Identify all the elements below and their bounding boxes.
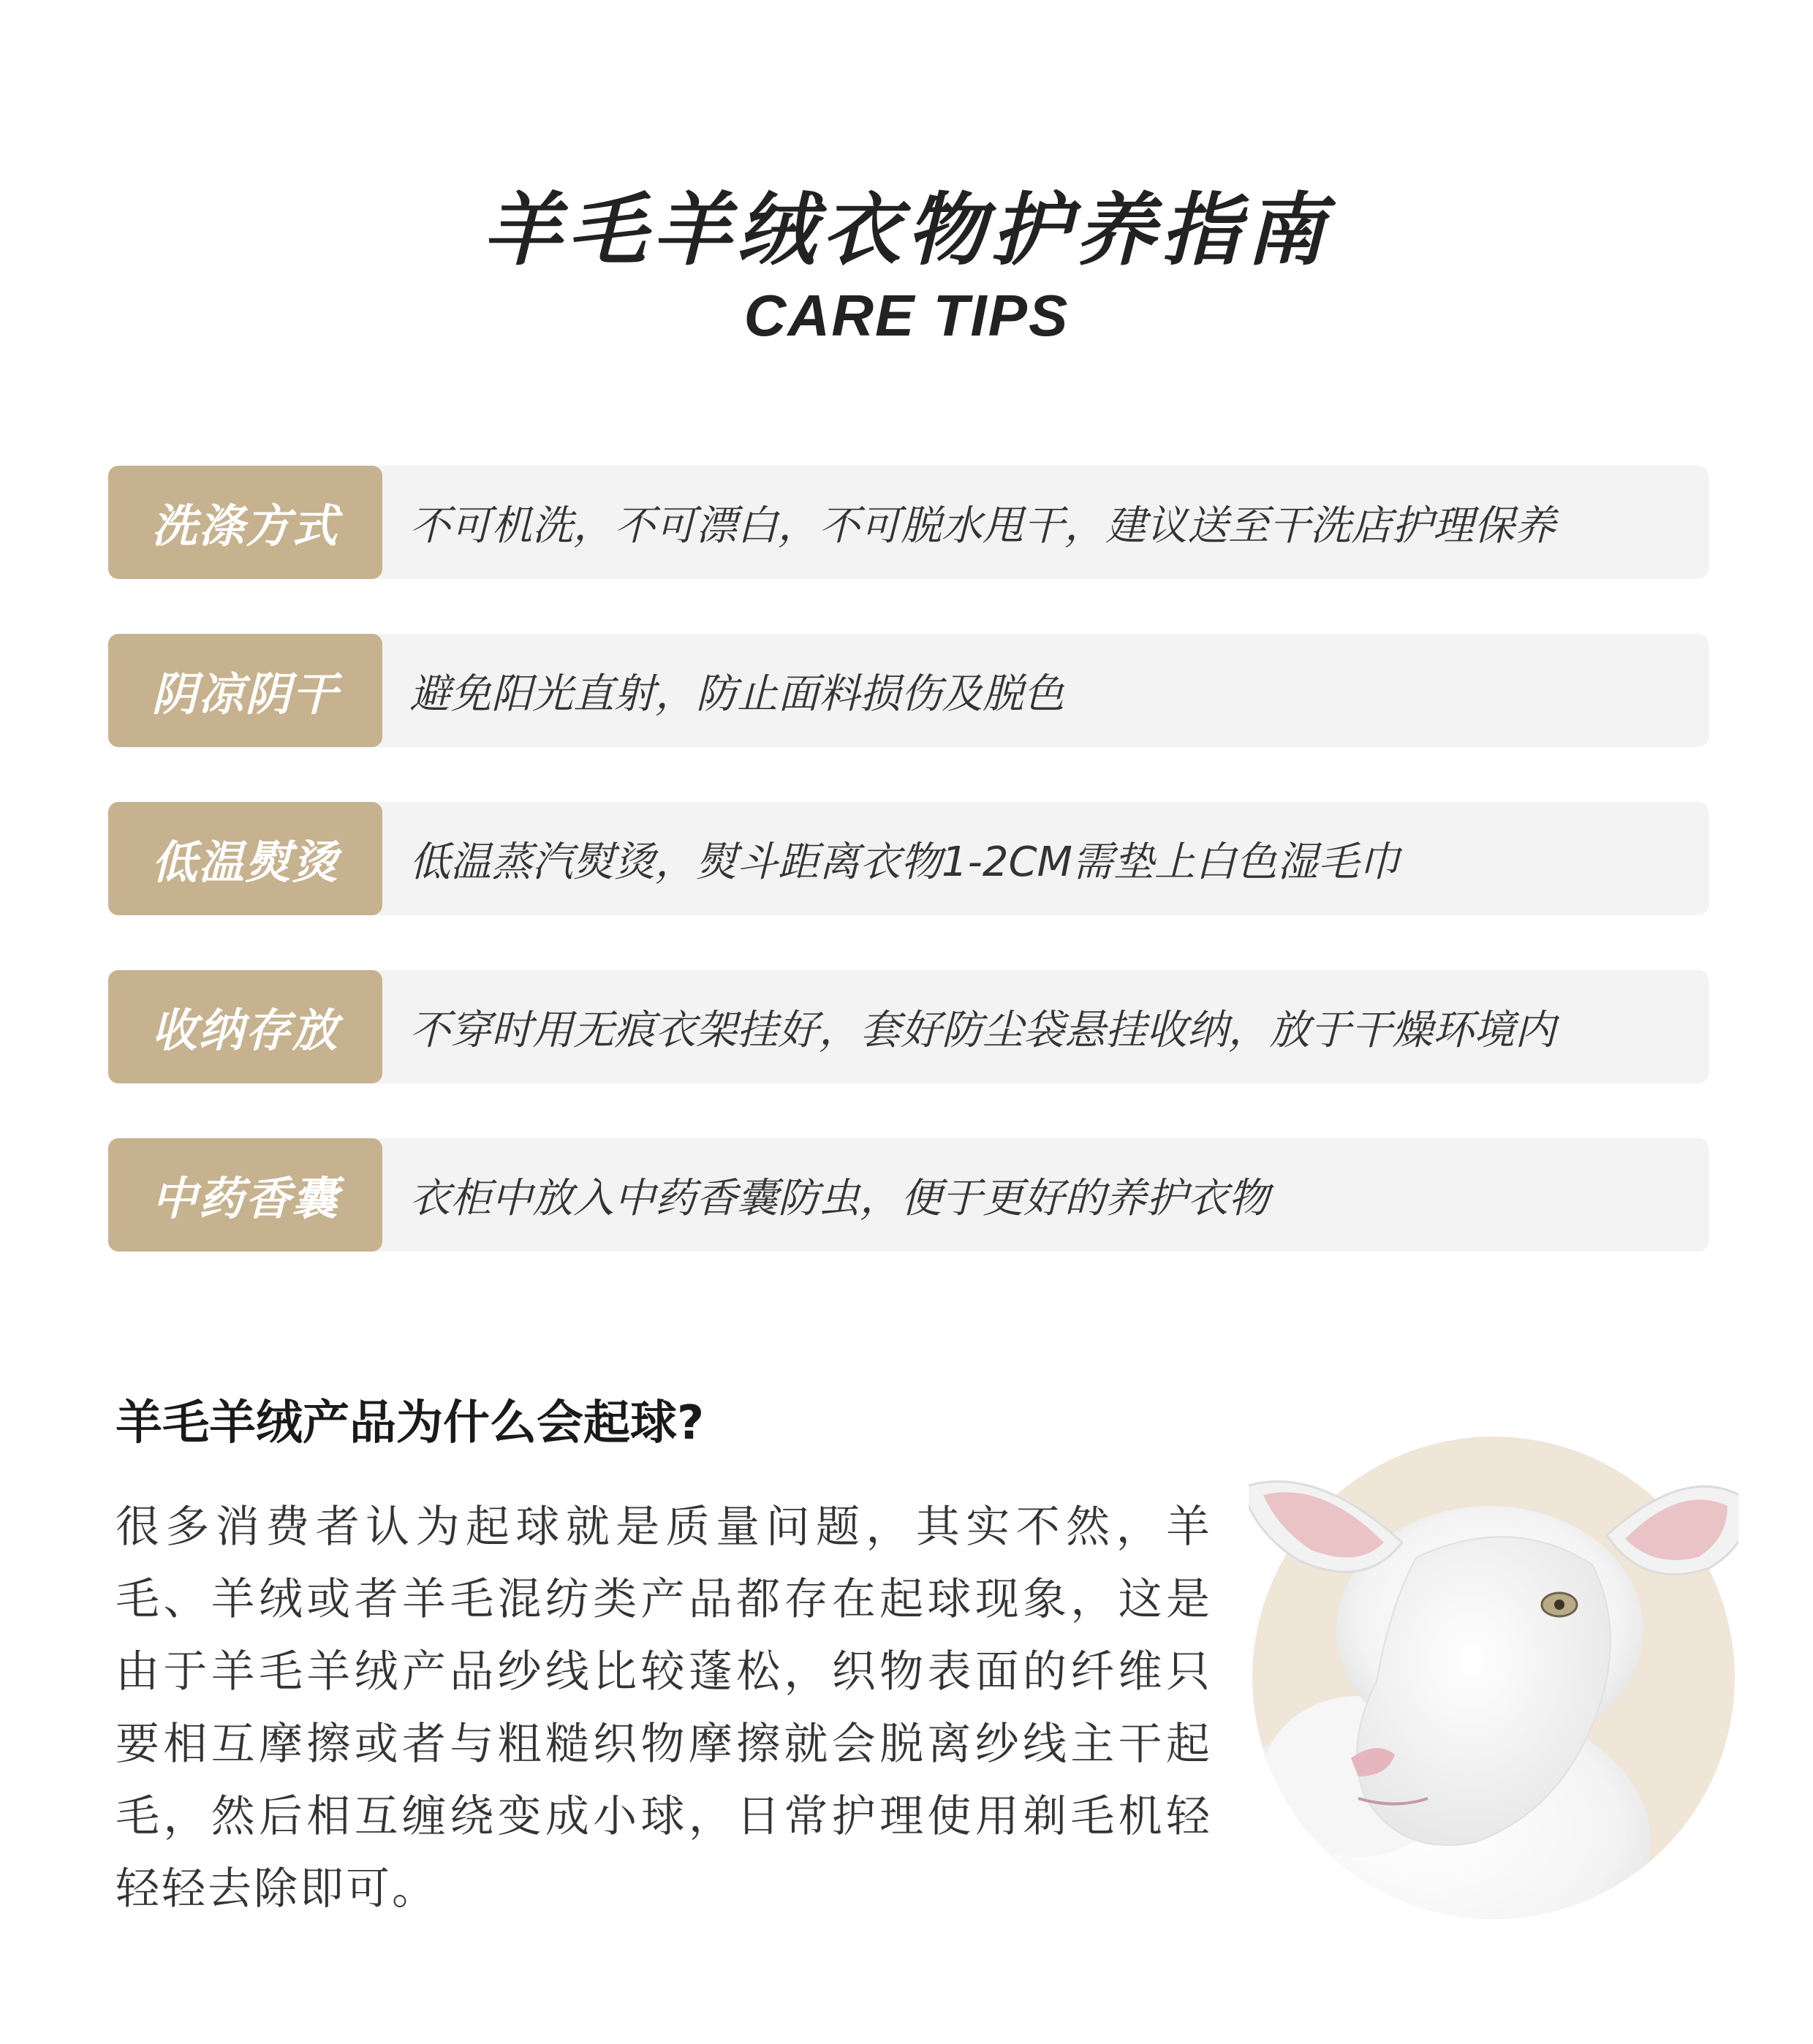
faq-question: 羊毛羊绒产品为什么会起球? xyxy=(116,1396,705,1450)
tip-row-drying xyxy=(108,634,1709,747)
tip-row-ironing xyxy=(108,802,1709,915)
tip-text: 低温蒸汽熨烫，熨斗距离衣物1-2CM需垫上白色湿毛巾 xyxy=(409,838,1400,886)
tip-text: 不可机洗，不可漂白，不可脱水甩干，建议送至干洗店护理保养 xyxy=(409,501,1556,550)
page-title: 羊毛羊绒衣物护养指南 xyxy=(482,185,1331,276)
tip-row-storage xyxy=(108,970,1709,1083)
tip-text: 不穿时用无痕衣架挂好，套好防尘袋悬挂收纳，放于干燥环境内 xyxy=(409,1006,1556,1054)
tip-label: 洗涤方式 xyxy=(108,466,382,579)
sheep-illustration xyxy=(1249,1433,1738,1923)
faq-answer: 很多消费者认为起球就是质量问题，其实不然，羊毛、羊绒或者羊毛混纺类产品都存在起球现象，这是由于羊毛羊绒产品纱线比较蓬松，织物表面的纤维只要相互摩擦或者与粗糙织物摩擦就会脱离纱线主干起毛，然后相互缠绕变成小球，日常护理使用剃毛机轻轻轻去除即可。 xyxy=(116,1502,1212,1915)
tip-row-sachet xyxy=(108,1138,1709,1252)
tip-row-washing xyxy=(108,466,1709,579)
sheep-image xyxy=(1249,1433,1738,1923)
tip-text: 避免阳光直射，防止面料损伤及脱色 xyxy=(409,670,1064,718)
tip-label: 收纳存放 xyxy=(108,970,382,1083)
tip-label: 低温熨烫 xyxy=(108,802,382,915)
tip-text: 衣柜中放入中药香囊防虫，便于更好的养护衣物 xyxy=(409,1174,1269,1222)
tip-label: 中药香囊 xyxy=(108,1138,382,1252)
care-tips-list xyxy=(108,466,1709,1306)
tip-label: 阴凉阴干 xyxy=(108,634,382,747)
page-subtitle: CARE TIPS xyxy=(743,283,1070,348)
